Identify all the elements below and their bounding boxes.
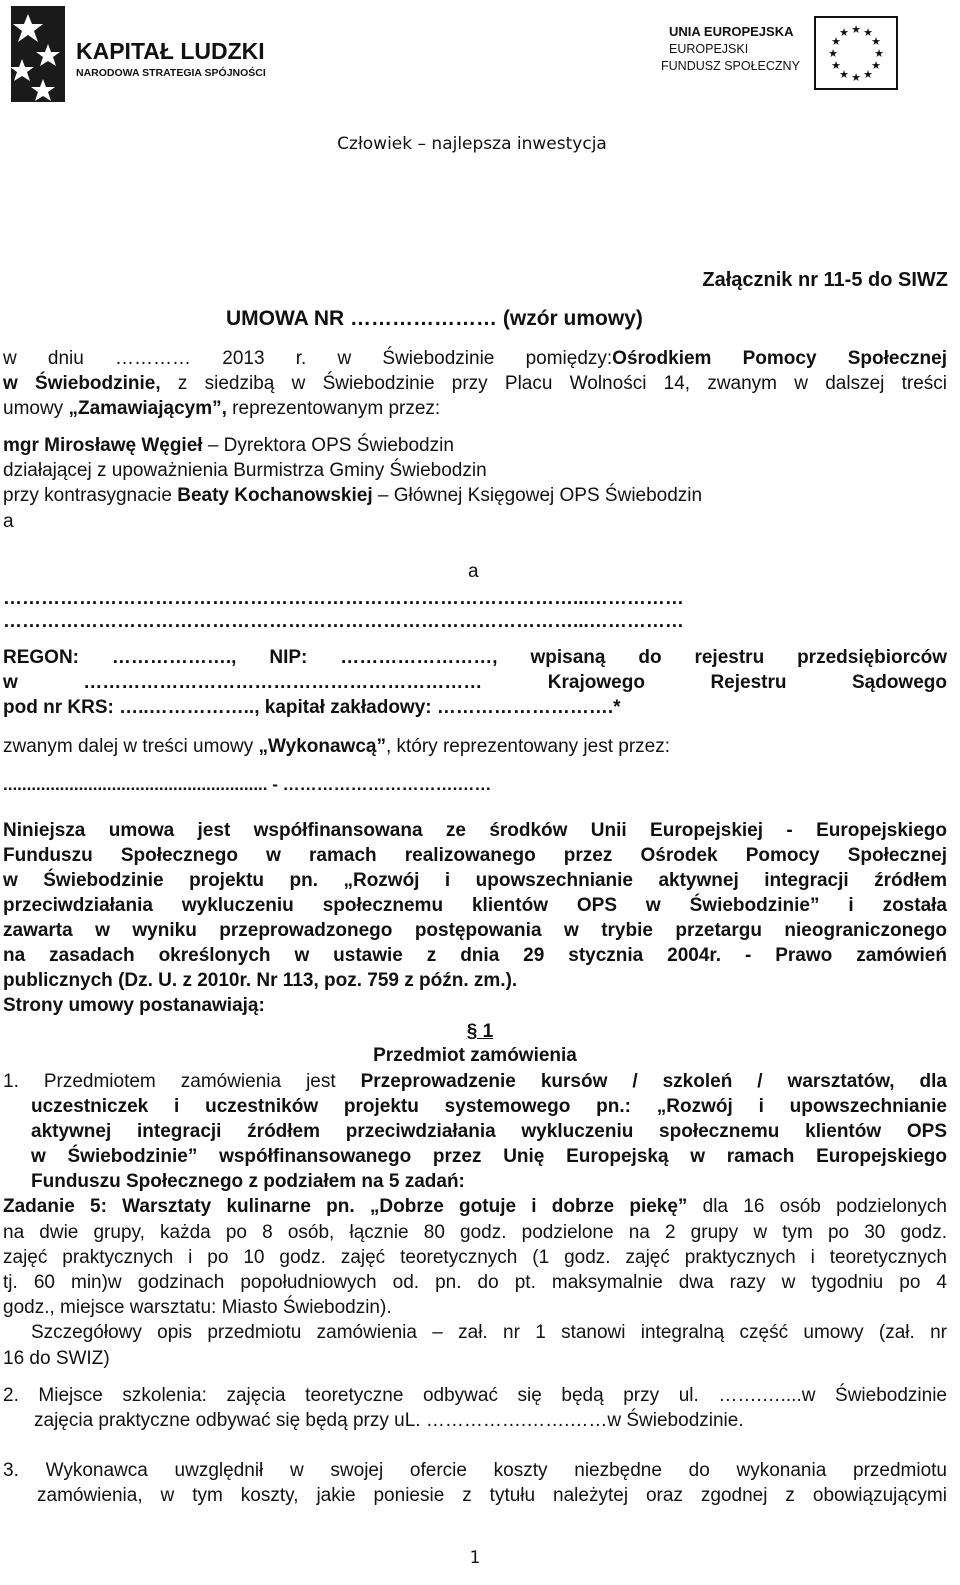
intro-line-7: a — [3, 511, 14, 532]
svg-text:★: ★ — [831, 35, 841, 48]
intro-line-8: a — [468, 561, 479, 582]
cofinance-line-7: publicznych (Dz. U. z 2010r. Nr 113, poz. 759 z późn. zm.). — [3, 970, 518, 991]
task-5-line-7: 16 do SWIZ) — [3, 1348, 110, 1369]
task-5-line-3: zajęć praktycznych i po 10 godz. zajęć teoretycznych (1 godz. zajęć praktycznych i teoretycznych — [3, 1247, 947, 1268]
contractor-wykonawca: „Wykonawcą” — [258, 736, 386, 757]
contractor-rep-dots: ........................................................ - ………………………….…… — [3, 775, 492, 794]
kapital-ludzki-logo — [8, 4, 268, 104]
task-5-line-2: na dwie grupy, każda po 8 osób, łącznie 80 godz. podzielone na 2 grupy w tym po 30 godz. — [3, 1222, 947, 1243]
item-1-line-2: uczestniczek i uczestników projektu systemowego pn.: „Rozwój i upowszechnianie — [31, 1096, 947, 1117]
intro-line-6 — [3, 483, 947, 508]
director-name: mgr Mirosławę Węgieł — [3, 435, 203, 456]
item-3-line-1: 3. Wykonawca uwzględnił w swojej ofercie koszty niezbędne do wykonania przedmiotu — [3, 1460, 947, 1481]
slogan: Człowiek – najlepsza inwestycja — [337, 134, 607, 154]
section-1-heading: Przedmiot zamówienia — [373, 1045, 577, 1066]
svg-text:★: ★ — [874, 47, 884, 60]
intro-represented: reprezentowanym przez: — [226, 398, 441, 419]
cofinance-line-5: zawarta w wyniku przeprowadzonego postępowania w trybie przetargu nieograniczonego — [3, 920, 947, 941]
director-role: – Dyrektora OPS Świebodzin — [202, 435, 454, 456]
page-number: 1 — [469, 1548, 481, 1568]
intro-line-1 — [3, 346, 947, 371]
eu-flag-icon — [814, 16, 898, 90]
eu-line-2: EUROPEJSKI — [669, 42, 749, 56]
contract-title: UMOWA NR ………………… (wzór umowy) — [226, 307, 643, 330]
kapital-ludzki-subtitle: NARODOWA STRATEGIA SPÓJNOŚCI — [76, 67, 266, 79]
task-5-line-5: godz., miejsce warsztatu: Miasto Świebodzin). — [3, 1297, 392, 1318]
svg-text:★: ★ — [831, 59, 841, 72]
item-1-prefix: 1. Przedmiotem zamówienia jest — [3, 1071, 361, 1092]
intro-place: w Świebodzinie, — [3, 373, 161, 394]
cofinance-line-2: Funduszu Społecznego w ramach realizowanego przez Ośrodek Pomocy Społecznej — [3, 845, 947, 866]
item-1-line-5: Funduszu Społecznego z podziałem na 5 zadań: — [31, 1171, 465, 1192]
intro-line-2 — [3, 371, 947, 396]
task-5-line-6: Szczegółowy opis przedmiotu zamówienia – zał. nr 1 stanowi integralną część umowy (zał. nr — [31, 1322, 947, 1343]
svg-text:★: ★ — [863, 68, 873, 81]
intro-line-3 — [3, 396, 947, 421]
svg-text:★: ★ — [828, 47, 838, 60]
intro-line-4 — [3, 433, 947, 458]
intro-umowy: umowy — [3, 398, 69, 419]
contractor-dots-2: ………………………………………………………………………………...…………… — [3, 611, 684, 632]
item-2-line-2: zajęcia praktyczne odbywać się będą przy uL. …………….…….……w Świebodzinie. — [34, 1410, 744, 1431]
svg-text:★: ★ — [839, 68, 849, 81]
svg-text:★: ★ — [839, 26, 849, 39]
contractor-krs-2: pod nr KRS: …..…………….., kapitał zakładowy: ……………………….* — [3, 697, 621, 718]
kapital-ludzki-emblem-icon — [8, 4, 68, 104]
cofinance-line-1: Niniejsza umowa jest współfinansowana ze środków Unii Europejskiej - Europejskiego — [3, 820, 947, 841]
item-1-line-1 — [3, 1069, 947, 1094]
item-3-line-2: zamówienia, w tym koszty, jakie poniesie z tytułu należytej oraz zgodnej z obowiązującymi — [37, 1485, 947, 1506]
item-1-line-3: aktywnej integracji źródłem przeciwdziałania wykluczeniu społecznemu klientów OPS — [31, 1121, 947, 1142]
contractor-rep-prefix: zwanym dalej w treści umowy — [3, 736, 259, 757]
cofinance-line-3: w Świebodzinie projektu pn. „Rozwój i upowszechnianie aktywnej integracji źródłem — [3, 870, 947, 891]
eu-logo — [655, 14, 925, 94]
task-5-line-4: tj. 60 min)w godzinach popołudniowych od. pn. do pt. maksymalnie dwa razy w tygodniu po 4 — [3, 1272, 947, 1293]
cofinance-line-4: przeciwdziałania wykluczeniu społecznemu klientów OPS w Świebodzinie” i została — [3, 895, 947, 916]
cofinance-line-6: na zasadach określonych w ustawie z dnia 29 stycznia 2004r. - Prawo zamówień — [3, 945, 947, 966]
intro-party: Ośrodkiem Pomocy Społecznej — [612, 348, 947, 369]
contractor-krs-1: w ……………………………………………………… Krajowego Rejestru Sądowego — [3, 672, 947, 693]
contractor-regon: REGON: ………………., NIP: ……………………, wpisaną do rejestru przedsiębiorców — [3, 647, 947, 668]
svg-text:★: ★ — [871, 59, 881, 72]
eu-line-3: FUNDUSZ SPOŁECZNY — [661, 59, 800, 73]
contractor-rep — [3, 734, 947, 759]
attachment-label: Załącznik nr 11-5 do SIWZ — [702, 269, 948, 291]
section-1-number: § 1 — [466, 1021, 494, 1042]
intro-date: w dniu ………… 2013 r. w Świebodzinie pomiędzy: — [3, 348, 613, 369]
contractor-rep-suffix: , który reprezentowany jest przez: — [385, 736, 671, 757]
cofinance-line-8: Strony umowy postanawiają: — [3, 995, 265, 1016]
intro-line-5: działającej z upoważnienia Burmistrza Gminy Świebodzin — [3, 460, 487, 481]
task-5-participants: dla 16 osób podzielonych — [687, 1196, 947, 1217]
intro-zamawiajacy: „Zamawiającym”, — [68, 398, 227, 419]
task-5-title: Zadanie 5: Warsztaty kulinarne pn. „Dobrze gotuje i dobrze piekę” — [3, 1196, 688, 1217]
task-5-line-1 — [3, 1194, 947, 1219]
item-2-line-1: 2. Miejsce szkolenia: zajęcia teoretyczne odbywać się będą przy ul. …….…....w Świebodzinie — [3, 1385, 947, 1406]
countersign-label: przy kontrasygnacie — [3, 485, 178, 506]
accountant-name: Beaty Kochanowskiej — [177, 485, 373, 506]
item-1-subject: Przeprowadzenie kursów / szkoleń / warsztatów, dla — [360, 1071, 947, 1092]
item-1-line-4: w Świebodzinie” współfinansowanego przez Unię Europejską w ramach Europejskiego — [31, 1146, 947, 1167]
contractor-dots-1: ………………………………………………………………………………...…………… — [3, 588, 684, 609]
intro-address: z siedzibą w Świebodzinie przy Placu Wolności 14, zwanym w dalszej treści — [160, 373, 947, 394]
accountant-role: – Głównej Księgowej OPS Świebodzin — [372, 485, 703, 506]
svg-text:★: ★ — [851, 23, 861, 36]
svg-text:★: ★ — [871, 35, 881, 48]
eu-line-1: UNIA EUROPEJSKA — [669, 24, 794, 39]
svg-text:★: ★ — [851, 71, 861, 84]
kapital-ludzki-title: KAPITAŁ LUDZKI — [76, 38, 265, 64]
svg-text:★: ★ — [863, 26, 873, 39]
